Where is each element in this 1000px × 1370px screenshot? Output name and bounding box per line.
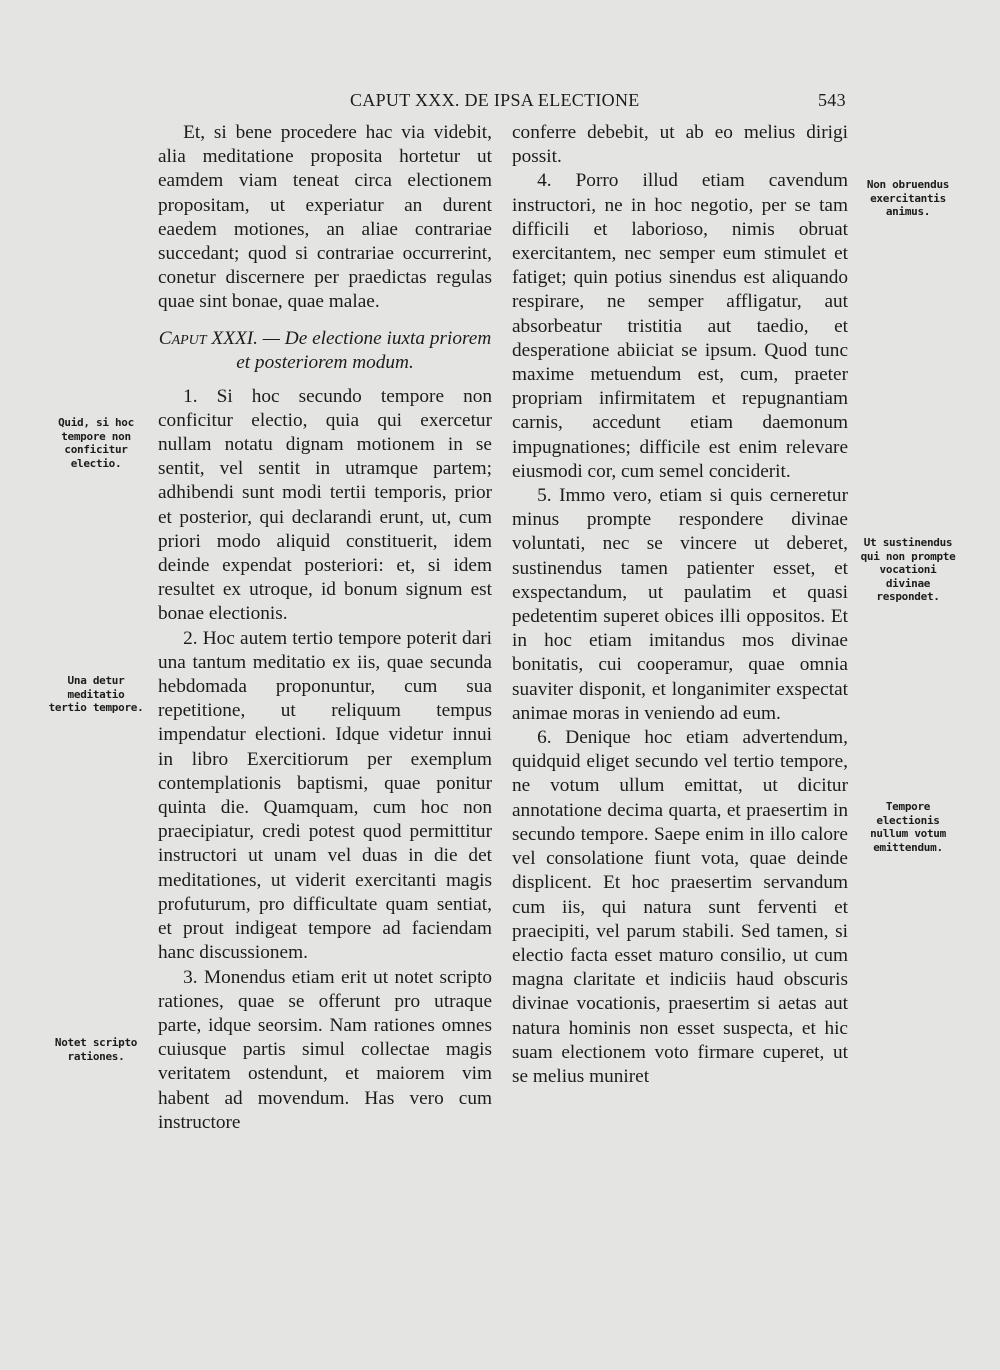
margin-note-left-1: Quid, si hoc tempore non conficitur electio. bbox=[58, 416, 134, 470]
paragraph: 3. Monendus etiam erit ut notet scripto rationes, quae se offerunt pro utraque parte, idque seorsim. Nam rationes omnes cuiusque partis simul collectae magis veritatem ostendunt, et maiorem vim habent ad movendum. Has vero cum instructore bbox=[158, 966, 492, 1133]
margin-note-right-2: Ut sustinendus qui non prompte vocationi divinae respondet. bbox=[860, 536, 956, 604]
margin-note-right-3: Tempore electionis nullum votum emittendum. bbox=[870, 800, 946, 854]
paragraph: 1. Si hoc secundo tempore non conficitur electio, quia qui exercetur nullam notatu dignam motionem in se sentit, vel sentit in utramque partem; adhibendi sunt modi tertii temporis, prior et posterior, qui declarandi erunt, ut, cum priori modo aliquid constituerit, idem deinde expendat posteriori: et, si idem resultet ex utroque, id bonum signum est bonae electionis. bbox=[158, 385, 492, 625]
paragraph: Et, si bene procedere hac via videbit, alia meditatione proposita hortetur ut eamdem viam teneat circa electionem propositam, ut experiatur an durent eaedem motiones, an aliae contrariae succedant; quod si contrariae occurrerint, conetur discernere per praedictas regulas quae sint bonae, quae malae. bbox=[158, 122, 492, 313]
chapter-heading bbox=[158, 327, 492, 375]
margin-note-left-2: Una detur meditatio tertio tempore. bbox=[48, 674, 144, 715]
paragraph: 4. Porro illud etiam cavendum instructori, ne in hoc negotio, per se tam difficili et laborioso, nimis obruat exercitantem, nec semper eum stimulet et fatiget; quin potius sinendus est aliquando respirare, ne semper affligatur, aut absorbeatur tristitia aut taedio, et desperatione abiiciat se ipsum. Quod tunc maxime metuendum est, cum, praeter propriam infirmitatem et repugnantiam carnis, accedunt etiam daemonum impugnationes; difficile est enim relevare eiusmodi cor, cum semel conciderit. bbox=[512, 170, 848, 482]
right-column bbox=[512, 121, 848, 1089]
running-head bbox=[0, 90, 1000, 116]
margin-note-right-1: Non obruendus exercitantis animus. bbox=[866, 178, 950, 219]
left-column bbox=[158, 121, 492, 1135]
chapter-title: XXXI. — De electione iuxta priorem et posteriorem modum. bbox=[206, 327, 492, 373]
paragraph: conferre debebit, ut ab eo melius dirigi possit. bbox=[512, 122, 848, 168]
running-title: CAPUT XXX. DE IPSA ELECTIONE bbox=[350, 90, 640, 110]
chapter-word: Caput bbox=[158, 327, 207, 349]
paragraph: 2. Hoc autem tertio tempore poterit dari una tantum meditatio ex iis, quae secunda hebdomada proponuntur, cum sua repetitione, ut reliquum tempus impendatur electioni. Idque videtur innui in libro Exercitiorum per exemplum contemplationis baptismi, quae ponitur quinta die. Quamquam, cum hoc non praecipiatur, credi potest quod permittitur instructori ut unam vel duas in die det meditationes, ut viderit exercitanti magis profuturum, pro difficultate quam sentiat, et prout indigeat tempore ad faciendam hanc discussionem. bbox=[158, 627, 492, 964]
paragraph: 6. Denique hoc etiam advertendum, quidquid eliget secundo vel tertio tempore, ne votum ullum emittat, ut dicitur annotatione decima quarta, et praesertim in secundo tempore. Saepe enim in illo calore vel consolatione fiunt vota, quae deinde displicent. Et hoc praesertim servandum cum iis, qui natura sunt ferventi et praecipiti, vel parum stabili. Sed tamen, si electio facta esset maturo consilio, ut cum magna claritate et indiciis haud obscuris divinae vocationis, praesertim si aetas aut natura hominis non esset suspecta, et hic suam electionem voto firmare cuperet, ut se melius muniret bbox=[512, 727, 848, 1087]
paragraph: 5. Immo vero, etiam si quis cerneretur minus prompte respondere divinae voluntati, nec se vincere ut deberet, sustinendus tamen patienter esset, et exspectandum, ut paulatim et quasi pedetentim superet obices illi oppositos. Et in hoc etiam imitandus mos divinae bonitatis, cui cooperamur, quae omnia suaviter disponit, et longanimiter exspectat animae moras in veniendo ad eum. bbox=[512, 485, 848, 724]
page-number: 543 bbox=[818, 90, 846, 110]
margin-note-left-3: Notet scripto rationes. bbox=[54, 1036, 138, 1063]
